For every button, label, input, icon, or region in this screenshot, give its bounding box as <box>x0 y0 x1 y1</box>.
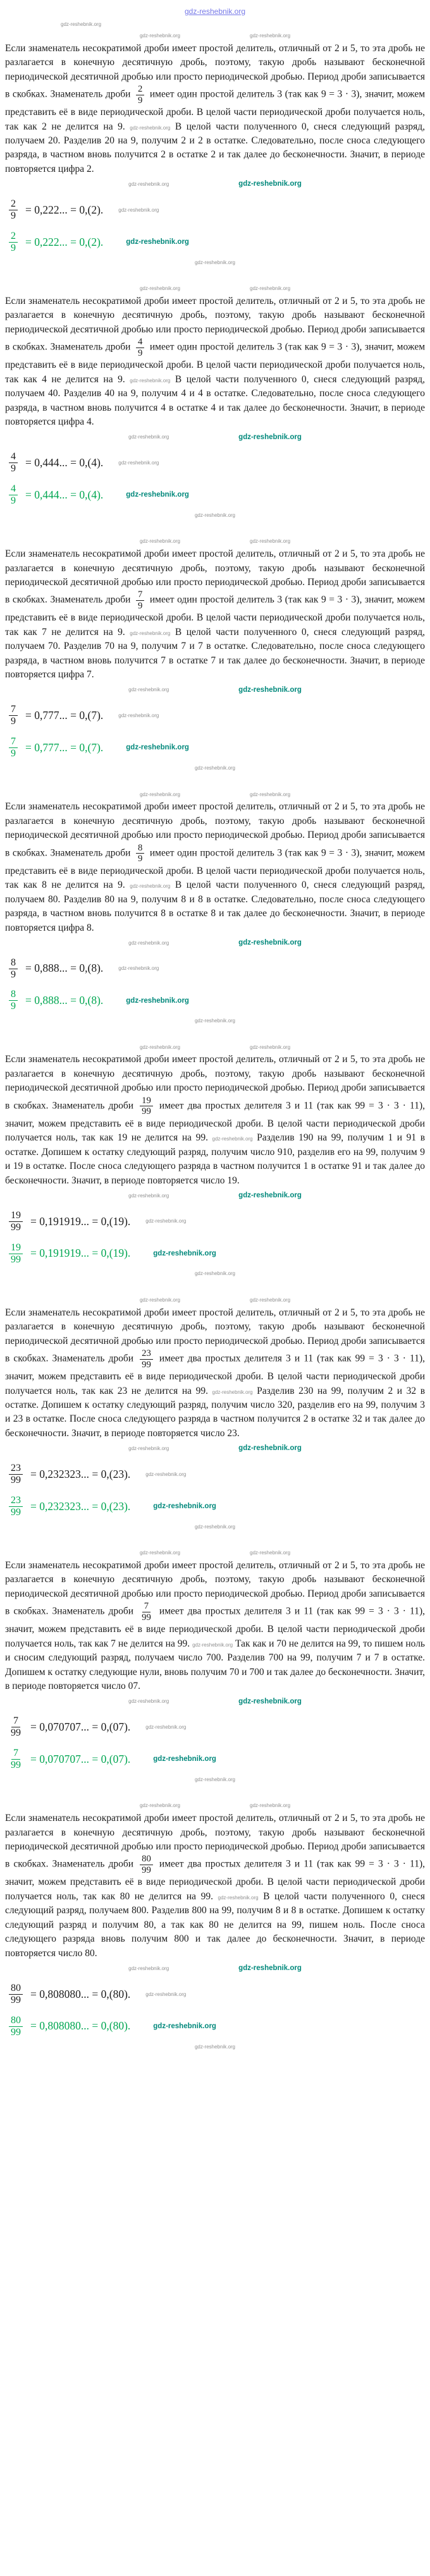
fraction-numerator: 23 <box>140 1348 153 1359</box>
watermark-teal: gdz-reshebnik.org <box>238 1964 302 1973</box>
formula-line <box>6 198 425 222</box>
formula-line <box>6 1715 425 1739</box>
answer-line <box>6 2015 425 2038</box>
answer-line <box>6 231 425 254</box>
answer-fraction <box>9 483 18 507</box>
watermark-teal: gdz-reshebnik.org <box>238 433 302 441</box>
watermark-teal: gdz-reshebnik.org <box>238 1192 302 1200</box>
fraction-denominator: 9 <box>11 210 16 221</box>
answer-result: = 0,777... = 0,(7). <box>25 741 104 754</box>
division-text: В целой части полученного 0, снеся следующий разряд, получаем 800. Разделив 800 на 99, получим 8 и 8 в остатке. Допишем к остатку следующий разряд и получим 80, а так как 80 не делится на 99, пишем ноль. После сноса следующего разряда вновь получим 800 и так далее до бесконечности. Значит, в периоде повторяется число 80. <box>5 1890 425 1959</box>
watermark-text: gdz-reshebnik.org <box>128 1698 169 1705</box>
solution-block <box>5 1802 425 2050</box>
watermark-teal: gdz-reshebnik.org <box>126 996 189 1005</box>
watermark-teal: gdz-reshebnik.org <box>238 686 302 694</box>
answer-line <box>6 483 425 507</box>
fraction-numerator: 80 <box>9 1983 23 1995</box>
watermark-text: gdz-reshebnik.org <box>250 1044 291 1050</box>
formula-fraction <box>9 1463 23 1486</box>
watermark-text: gdz-reshebnik.org <box>194 1271 236 1277</box>
division-text: Так как и 70 не делится на 99, то пишем ноль и сносим следующий разряд, получаем число 700. Разделив 700 на 99, получим 7 и 7 в остатке. Допишем к остатку следующие нули, вновь получим 70 и 700 и так далее до бесконечности. Значит, в периоде повторяется число 07. <box>5 1638 425 1692</box>
watermark-teal: gdz-reshebnik.org <box>238 1697 302 1705</box>
intro-text: Если знаменатель несократимой дроби имеет простой делитель, отличный от 2 и 5, то эта дробь не разлагается в конечную десятичную дробь, поэтому, такую дробь называют бесконечной периодической десятичной дробью или просто периодической дробью. Период дроби записывается в скобках. <box>5 1307 425 1364</box>
denominator-lead-text: Знаменатель дроби <box>50 88 131 100</box>
fraction-denominator: 99 <box>11 2026 21 2038</box>
intro-text: Если знаменатель несократимой дроби имеет простой делитель, отличный от 2 и 5, то эта дробь не разлагается в конечную десятичную дробь, поэтому, такую дробь называют бесконечной периодической десятичной дробью или просто периодической дробью. Период дроби записывается в скобках. <box>5 1054 425 1111</box>
fraction-numerator: 7 <box>11 1715 20 1727</box>
after-fraction-text: имеет один простой делитель 3 (так как 9 = 3 · 3), значит, можем представить её в виде периодической дроби. В целой части периодической дроби получается ноль, так как 4 не делится на 9. <box>5 341 426 385</box>
watermark-row <box>5 259 425 267</box>
fraction-denominator: 99 <box>11 1506 21 1518</box>
solution-paragraph <box>5 1053 425 1188</box>
denominator-lead-text: Знаменатель дроби <box>52 1605 134 1617</box>
watermark-text: gdz-reshebnik.org <box>145 1218 187 1225</box>
intro-text: Если знаменатель несократимой дроби имеет простой делитель, отличный от 2 и 5, то эта дробь не разлагается в конечную десятичную дробь, поэтому, такую дробь называют бесконечной периодической десятичной дробью или просто периодической дробью. Период дроби записывается в скобках. <box>5 548 425 606</box>
after-fraction-text: имеет два простых делителя 3 и 11 (так как 99 = 3 · 3 · 11), значит, можем представить её в виде периодической дроби. В целой части периодической дроби получается ноль, так как 7 не делится на 99. <box>5 1605 426 1649</box>
watermark-row <box>5 512 425 519</box>
after-fraction-text: имеет один простой делитель 3 (так как 9 = 3 · 3), значит, можем представить её в виде периодической дроби. В целой части периодической дроби получается ноль, так как 8 не делится на 9. <box>5 847 426 891</box>
watermark-text: gdz-reshebnik.org <box>118 965 159 972</box>
fraction-numerator: 4 <box>136 337 144 348</box>
fraction-denominator: 9 <box>11 748 16 759</box>
fraction-numerator: 8 <box>136 843 144 854</box>
watermark-text: gdz-reshebnik.org <box>128 1192 169 1199</box>
fraction-numerator: 23 <box>9 1495 23 1507</box>
watermark-teal: gdz-reshebnik.org <box>238 1444 302 1453</box>
page-header <box>5 3 425 19</box>
watermark-text: gdz-reshebnik.org <box>250 791 291 797</box>
fraction-denominator: 9 <box>137 348 143 358</box>
fraction-numerator: 23 <box>9 1463 23 1475</box>
answer-line <box>6 1748 425 1771</box>
watermark-text: gdz-reshebnik.org <box>61 21 102 28</box>
denominator-lead-text: Знаменатель дроби <box>50 847 131 859</box>
denominator-lead-text: Знаменатель дроби <box>50 595 131 606</box>
fraction-numerator: 2 <box>9 198 18 210</box>
watermark-teal: gdz-reshebnik.org <box>153 1755 216 1763</box>
division-text: Разделив 230 на 99, получим 2 и 32 в остатке. Допишем к остатку следующий разряд, получим число 320, разделив его на 99, получим 3 и 23 в остатке. После сноса следующего разряда в частном получится 2 в остатке 32 и так далее до бесконечности. Значит, в периоде повторяется число 23. <box>5 1385 426 1439</box>
watermark-row <box>5 1190 425 1201</box>
solution-paragraph <box>5 42 425 177</box>
answer-result: = 0,232323... = 0,(23). <box>30 1499 131 1513</box>
after-fraction-text: имеет два простых делителя 3 и 11 (так как 99 = 3 · 3 · 11), значит, можем представить её в виде периодической дроби. В целой части периодической дроби получается ноль, так как 19 не делится на 99. <box>5 1100 426 1144</box>
watermark-text: gdz-reshebnik.org <box>139 1550 180 1556</box>
watermark-text: gdz-reshebnik.org <box>250 538 291 545</box>
answer-fraction <box>9 231 18 254</box>
watermark-row <box>5 1963 425 1974</box>
formula-line <box>6 957 425 981</box>
fraction-denominator: 9 <box>11 463 16 475</box>
watermark-row <box>5 685 425 696</box>
answer-fraction <box>9 1242 23 1266</box>
watermark-row <box>5 2043 425 2051</box>
watermark-teal: gdz-reshebnik.org <box>153 1249 216 1257</box>
watermark-teal: gdz-reshebnik.org <box>238 180 302 188</box>
fraction-denominator: 99 <box>142 1106 151 1117</box>
solution-paragraph <box>5 800 425 935</box>
fraction-numerator: 8 <box>9 957 18 969</box>
watermark-text: gdz-reshebnik.org <box>212 1389 253 1395</box>
formula-result: = 0,191919... = 0,(19). <box>30 1214 131 1228</box>
intro-text: Если знаменатель несократимой дроби имеет простой делитель, отличный от 2 и 5, то эта дробь не разлагается в конечную десятичную дробь, поэтому, такую дробь называют бесконечной периодической десятичной дробью или просто периодической дробью. Период дроби записывается в скобках. <box>5 1813 425 1870</box>
watermark-row <box>5 1044 425 1051</box>
watermark-row <box>5 1776 425 1784</box>
inline-fraction <box>140 1348 153 1370</box>
solution-block <box>5 538 425 771</box>
answer-result: = 0,191919... = 0,(19). <box>30 1247 131 1260</box>
watermark-row <box>5 765 425 772</box>
formula-result: = 0,777... = 0,(7). <box>25 709 104 722</box>
watermark-row <box>5 791 425 799</box>
watermark-text: gdz-reshebnik.org <box>128 1965 169 1971</box>
division-text: Разделив 190 на 99, получим 1 и 91 в остатке. Допишем к остатку следующий разряд, получим число 910, разделив его на 99, получим 9 и 19 в остатке. После сноса следующего разряда в частном получится 1 в остатке 91 и так далее до бесконечности. Значит, в периоде повторяется число 19. <box>5 1132 426 1186</box>
formula-result: = 0,222... = 0,(2). <box>25 203 104 216</box>
answer-fraction <box>9 2015 23 2038</box>
solution-block <box>5 1297 425 1530</box>
watermark-text: gdz-reshebnik.org <box>139 1297 180 1303</box>
fraction-numerator: 7 <box>9 736 18 748</box>
watermark-row <box>5 1270 425 1278</box>
fraction-denominator: 9 <box>137 600 143 611</box>
formula-fraction <box>9 1715 23 1739</box>
answer-line <box>6 989 425 1012</box>
fraction-denominator: 9 <box>11 242 16 253</box>
fraction-denominator: 99 <box>11 1221 21 1233</box>
fraction-denominator: 99 <box>142 1865 151 1875</box>
watermark-text: gdz-reshebnik.org <box>194 1776 236 1782</box>
inline-fraction <box>136 337 144 358</box>
watermark-text: gdz-reshebnik.org <box>194 512 236 518</box>
fraction-denominator: 9 <box>11 969 16 980</box>
watermark-teal: gdz-reshebnik.org <box>153 2022 216 2030</box>
denominator-lead-text: Знаменатель дроби <box>50 341 131 353</box>
watermark-text: gdz-reshebnik.org <box>139 286 180 292</box>
after-fraction-text: имеет один простой делитель 3 (так как 9 = 3 · 3), значит, можем представить её в виде периодической дроби. В целой части периодической дроби получается ноль, так как 7 не делится на 9. <box>5 595 426 638</box>
answer-result: = 0,070707... = 0,(07). <box>30 1752 131 1765</box>
inline-fraction <box>136 590 144 611</box>
watermark-text: gdz-reshebnik.org <box>139 538 180 545</box>
inline-fraction <box>136 84 144 106</box>
answer-fraction <box>9 736 18 759</box>
division-text: В целой части полученного 0, снеся следующий разряд, получаем 70. Разделив 70 на 9, получим 7 и 7 в остатке. Следовательно, после сноса следующего разряда, в частном вновь получится 7 в остатке 7 и так далее до бесконечности. Значит, в периоде повторяется цифра 7. <box>5 626 426 680</box>
fraction-denominator: 9 <box>11 1001 16 1012</box>
fraction-denominator: 99 <box>11 1474 21 1485</box>
fraction-denominator: 9 <box>11 716 16 727</box>
formula-fraction <box>9 198 18 222</box>
solution-blocks <box>5 32 425 2050</box>
fraction-numerator: 2 <box>136 84 144 95</box>
watermark-text: gdz-reshebnik.org <box>145 1724 187 1730</box>
watermark-text: gdz-reshebnik.org <box>250 33 291 39</box>
solution-paragraph <box>5 1306 425 1441</box>
answer-result: = 0,888... = 0,(8). <box>25 994 104 1007</box>
inline-fraction <box>140 1854 153 1875</box>
division-text: В целой части полученного 0, снеся следующий разряд, получаем 80. Разделив 80 на 9, получим 8 и 8 в остатке. Следовательно, после сноса следующего разряда, в частном вновь получится 8 в остатке 8 и так далее до бесконечности. Значит, в периоде повторяется цифра 8. <box>5 880 426 933</box>
solution-block <box>5 285 425 519</box>
watermark-text: gdz-reshebnik.org <box>128 940 169 946</box>
watermark-row <box>5 1802 425 1810</box>
watermark-text: gdz-reshebnik.org <box>118 459 159 466</box>
watermark-row <box>5 285 425 293</box>
formula-result: = 0,888... = 0,(8). <box>25 962 104 975</box>
denominator-lead-text: Знаменатель дроби <box>52 1353 134 1364</box>
formula-result: = 0,444... = 0,(4). <box>25 456 104 469</box>
fraction-denominator: 99 <box>11 1254 21 1265</box>
watermark-text: gdz-reshebnik.org <box>130 124 171 131</box>
watermark-text: gdz-reshebnik.org <box>128 1445 169 1451</box>
fraction-numerator: 19 <box>9 1242 23 1254</box>
formula-result: = 0,808080... = 0,(80). <box>30 1987 131 2000</box>
watermark-text: gdz-reshebnik.org <box>212 1136 253 1142</box>
watermark-text: gdz-reshebnik.org <box>194 2043 236 2050</box>
answer-result: = 0,222... = 0,(2). <box>25 235 104 248</box>
formula-line <box>6 1210 425 1233</box>
watermark-teal: gdz-reshebnik.org <box>153 1502 216 1510</box>
watermark-row <box>5 1443 425 1454</box>
fraction-denominator: 99 <box>11 1994 21 2005</box>
watermark-row <box>5 1696 425 1707</box>
solution-paragraph <box>5 1559 425 1694</box>
watermark-row <box>5 21 425 28</box>
watermark-teal: gdz-reshebnik.org <box>126 491 189 499</box>
watermark-text: gdz-reshebnik.org <box>139 1044 180 1050</box>
fraction-numerator: 80 <box>140 1854 153 1865</box>
watermark-teal: gdz-reshebnik.org <box>126 238 189 246</box>
fraction-numerator: 7 <box>142 1601 150 1612</box>
watermark-text: gdz-reshebnik.org <box>128 181 169 187</box>
watermark-row <box>5 1297 425 1304</box>
watermark-text: gdz-reshebnik.org <box>250 1803 291 1809</box>
watermark-text: gdz-reshebnik.org <box>250 1550 291 1556</box>
fraction-numerator: 4 <box>9 451 18 463</box>
after-fraction-text: имеет два простых делителя 3 и 11 (так как 99 = 3 · 3 · 11), значит, можем представить её в виде периодической дроби. В целой части периодической дроби получается ноль, так как 80 не делится на 99. <box>5 1859 426 1902</box>
fraction-denominator: 9 <box>11 495 16 506</box>
denominator-lead-text: Знаменатель дроби <box>52 1859 134 1870</box>
fraction-numerator: 19 <box>140 1096 153 1106</box>
watermark-text: gdz-reshebnik.org <box>194 765 236 771</box>
watermark-text: gdz-reshebnik.org <box>194 1523 236 1530</box>
watermark-text: gdz-reshebnik.org <box>218 1894 259 1901</box>
intro-text: Если знаменатель несократимой дроби имеет простой делитель, отличный от 2 и 5, то эта дробь не разлагается в конечную десятичную дробь, поэтому, такую дробь называют бесконечной периодической десятичной дробью или просто периодической дробью. Период дроби записывается в скобках. <box>5 801 425 859</box>
formula-fraction <box>9 451 18 475</box>
inline-fraction <box>136 843 144 864</box>
site-link[interactable]: gdz-reshebnik.org <box>184 7 246 16</box>
watermark-row <box>5 1523 425 1531</box>
formula-fraction <box>9 704 18 727</box>
fraction-numerator: 7 <box>136 590 144 600</box>
intro-text: Если знаменатель несократимой дроби имеет простой делитель, отличный от 2 и 5, то эта дробь не разлагается в конечную десятичную дробь, поэтому, такую дробь называют бесконечной периодической десятичной дробью или просто периодической дробью. Период дроби записывается в скобках. <box>5 1559 425 1617</box>
formula-line <box>6 1463 425 1486</box>
answer-line <box>6 1495 425 1518</box>
watermark-text: gdz-reshebnik.org <box>194 259 236 265</box>
solution-paragraph <box>5 1811 425 1961</box>
formula-line <box>6 704 425 727</box>
watermark-text: gdz-reshebnik.org <box>128 434 169 440</box>
watermark-text: gdz-reshebnik.org <box>139 791 180 797</box>
intro-text: Если знаменатель несократимой дроби имеет простой делитель, отличный от 2 и 5, то эта дробь не разлагается в конечную десятичную дробь, поэтому, такую дробь называют бесконечной периодической десятичной дробью или просто периодической дробью. Период дроби записывается в скобках. <box>5 295 425 353</box>
formula-result: = 0,232323... = 0,(23). <box>30 1467 131 1480</box>
watermark-row <box>5 538 425 545</box>
division-text: В целой части полученного 0, снеся следующий разряд, получаем 20. Разделив 20 на 9, получим 2 и 2 в остатке. Следовательно, после сноса следующего разряда, в частном вновь получится 2 в остатке 2 и так далее до бесконечности. Значит, в периоде повторяется цифра 2. <box>5 121 426 174</box>
watermark-text: gdz-reshebnik.org <box>130 377 171 384</box>
watermark-row <box>5 1549 425 1557</box>
formula-fraction <box>9 1983 23 2006</box>
solution-paragraph <box>5 294 425 430</box>
answer-fraction <box>9 1748 23 1771</box>
answer-result: = 0,444... = 0,(4). <box>25 488 104 501</box>
solution-block <box>5 1549 425 1783</box>
solution-block <box>5 791 425 1025</box>
watermark-text: gdz-reshebnik.org <box>192 1642 233 1648</box>
division-text: В целой части полученного 0, снеся следующий разряд, получаем 40. Разделив 40 на 9, получим 4 и 4 в остатке. Следовательно, после сноса следующего разряда, в частном вновь получится 4 в остатке 4 и так далее до бесконечности. Значит, в периоде повторяется цифра 4. <box>5 373 426 428</box>
formula-fraction <box>9 957 18 981</box>
watermark-text: gdz-reshebnik.org <box>118 713 159 719</box>
after-fraction-text: имеет два простых делителя 3 и 11 (так как 99 = 3 · 3 · 11), значит, можем представить её в виде периодической дроби. В целой части периодической дроби получается ноль, так как 23 не делится на 99. <box>5 1353 426 1396</box>
solution-paragraph <box>5 547 425 682</box>
answer-line <box>6 736 425 759</box>
fraction-numerator: 4 <box>9 483 18 495</box>
inline-fraction <box>140 1601 153 1623</box>
fraction-denominator: 99 <box>11 1727 21 1739</box>
answer-fraction <box>9 1495 23 1518</box>
fraction-numerator: 7 <box>11 1748 20 1760</box>
fraction-denominator: 9 <box>137 95 143 106</box>
watermark-row <box>5 32 425 40</box>
after-fraction-text: имеет один простой делитель 3 (так как 9 = 3 · 3), значит, можем представить её в виде периодической дроби. В целой части периодической дроби получается ноль, так как 2 не делится на 9. <box>5 88 426 132</box>
fraction-denominator: 99 <box>142 1612 151 1623</box>
watermark-text: gdz-reshebnik.org <box>139 1803 180 1809</box>
watermark-text: gdz-reshebnik.org <box>194 1018 236 1024</box>
watermark-text: gdz-reshebnik.org <box>130 883 171 890</box>
watermark-teal: gdz-reshebnik.org <box>126 744 189 752</box>
fraction-numerator: 2 <box>9 231 18 243</box>
fraction-numerator: 80 <box>9 2015 23 2027</box>
watermark-row <box>5 938 425 948</box>
formula-line <box>6 451 425 475</box>
answer-fraction <box>9 989 18 1012</box>
solution-block <box>5 1044 425 1278</box>
inline-fraction <box>140 1096 153 1117</box>
watermark-text: gdz-reshebnik.org <box>118 207 159 213</box>
watermark-text: gdz-reshebnik.org <box>250 286 291 292</box>
watermark-text: gdz-reshebnik.org <box>130 630 171 636</box>
fraction-numerator: 19 <box>9 1210 23 1222</box>
fraction-numerator: 8 <box>9 989 18 1001</box>
formula-line <box>6 1983 425 2006</box>
fraction-denominator: 99 <box>11 1759 21 1770</box>
fraction-denominator: 9 <box>137 854 143 864</box>
watermark-row <box>5 1017 425 1025</box>
answer-result: = 0,808080... = 0,(80). <box>30 2019 131 2033</box>
answer-line <box>6 1242 425 1266</box>
watermark-row <box>5 432 425 443</box>
solution-block <box>5 32 425 266</box>
watermark-text: gdz-reshebnik.org <box>145 1991 187 1997</box>
watermark-text: gdz-reshebnik.org <box>139 33 180 39</box>
watermark-text: gdz-reshebnik.org <box>145 1471 187 1477</box>
intro-text: Если знаменатель несократимой дроби имеет простой делитель, отличный от 2 и 5, то эта дробь не разлагается в конечную десятичную дробь, поэтому, такую дробь называют бесконечной периодической десятичной дробью или просто периодической дробью. Период дроби записывается в скобках. <box>5 42 425 100</box>
watermark-row <box>5 179 425 190</box>
denominator-lead-text: Знаменатель дроби <box>52 1100 134 1111</box>
fraction-denominator: 99 <box>142 1359 151 1370</box>
fraction-numerator: 7 <box>9 704 18 716</box>
watermark-teal: gdz-reshebnik.org <box>238 938 302 946</box>
watermark-text: gdz-reshebnik.org <box>250 1297 291 1303</box>
formula-fraction <box>9 1210 23 1233</box>
watermark-text: gdz-reshebnik.org <box>128 687 169 693</box>
formula-result: = 0,070707... = 0,(07). <box>30 1720 131 1733</box>
